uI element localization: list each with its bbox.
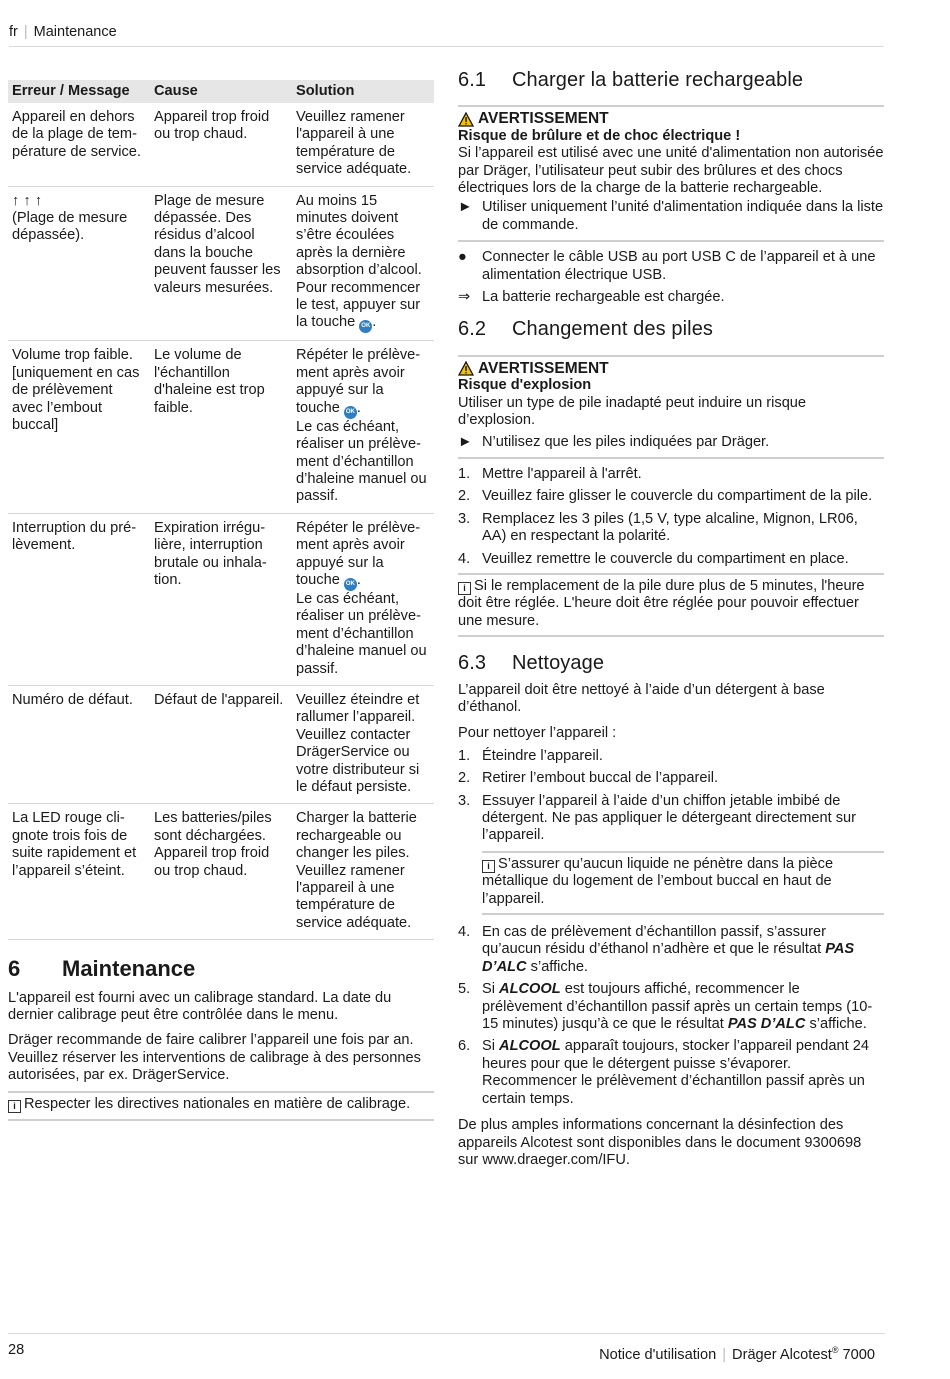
step-number: 6. xyxy=(458,1038,471,1055)
page-number: 28 xyxy=(8,1342,25,1358)
maintenance-paragraph-2: Dräger recommande de faire calibrer l’appareil une fois par an. Veuillez réserver les interventions de calibrage à des personnes autorisées, par ex. DrägerService. xyxy=(8,1032,421,1084)
row-error-text: (Plage de mesure dépassée). xyxy=(12,210,128,244)
step-text: Éteindre l’appareil. xyxy=(482,747,603,764)
footer-separator: | xyxy=(722,1346,727,1363)
solution-text: Répéter le prélèvement après avoir appuyé sur la touche xyxy=(296,519,421,588)
row-error xyxy=(8,186,150,341)
column-header-solution: Solution xyxy=(292,80,434,103)
section-6-3-heading xyxy=(458,652,884,675)
header-section: Maintenance xyxy=(33,24,117,40)
row-cause: Expiration irrégulière, interruption brutale ou inhalation. xyxy=(150,513,292,685)
info-icon: i xyxy=(8,1100,21,1113)
page-footer xyxy=(8,1333,885,1362)
section-title: Maintenance xyxy=(62,956,196,982)
divider xyxy=(482,913,884,915)
solution-end: . xyxy=(356,571,361,588)
row-cause: Appareil trop froid ou trop chaud. xyxy=(150,103,292,186)
warning-instruction xyxy=(458,434,884,451)
warning-risk: Risque de brûlure et de choc électrique ! xyxy=(458,127,741,144)
arrow-icon: ► xyxy=(458,199,473,216)
step-item xyxy=(458,249,884,284)
solution-end: . xyxy=(372,314,377,331)
section-number: 6.1 xyxy=(458,69,487,91)
product-name: Dräger Alcotest xyxy=(732,1346,832,1363)
warning-text: Si l’appareil est utilisé avec une unité d'alimentation non autorisée par Dräger, l’utilisateur peut subir des brûlures et des chocs électriques lors de la charge de la batterie rechargeable. xyxy=(458,145,884,197)
battery-note xyxy=(458,578,884,630)
divider xyxy=(458,105,884,107)
step-item xyxy=(458,770,884,787)
step-number: 4. xyxy=(458,550,471,567)
step-item xyxy=(458,488,884,505)
divider xyxy=(458,457,884,459)
step-number: 5. xyxy=(458,981,471,998)
right-column xyxy=(458,69,884,1169)
step-item xyxy=(458,924,884,976)
doc-title: Notice d'utilisation xyxy=(599,1346,717,1363)
maintenance-note xyxy=(8,1096,434,1113)
divider xyxy=(458,240,884,242)
step-text: Veuillez remettre le couvercle du compartiment en place. xyxy=(482,550,849,567)
column-header-cause: Cause xyxy=(150,80,292,103)
left-column xyxy=(8,80,434,1121)
result-text: La batterie rechargeable est chargée. xyxy=(482,289,725,306)
cleaning-paragraph-1: L’appareil doit être nettoyé à l’aide d’un détergent à base d’éthanol. xyxy=(458,681,825,715)
display-text-alcool: ALCOOL xyxy=(499,1038,561,1055)
column-header-error: Erreur / Message xyxy=(8,80,150,103)
section-number: 6.2 xyxy=(458,318,487,341)
error-table xyxy=(8,80,434,940)
note-text: Si le remplacement de la pile dure plus de 5 minutes, l'heure doit être réglée. L'heure doit être réglée pour pouvoir effectuer une mesure. xyxy=(458,577,865,629)
maintenance-paragraph-1: L'appareil est fourni avec un calibrage standard. La date du dernier calibrage peut être contrôlée dans le menu. xyxy=(8,989,392,1024)
step-number: 3. xyxy=(458,510,471,527)
step-item xyxy=(458,466,884,483)
step-number: 1. xyxy=(458,465,471,482)
step-text: En cas de prélèvement d’échantillon passif, s’assurer qu’aucun résidu d’éthanol n’adhère et que le résultat PAS D’ALC s’affiche. xyxy=(482,924,855,975)
step-text: Connecter le câble USB au port USB C de l’appareil et à une alimentation électrique USB. xyxy=(482,249,876,283)
warning-triangle-icon xyxy=(458,361,474,376)
header-separator: | xyxy=(23,24,28,40)
step-number: 2. xyxy=(458,488,471,505)
warning-instruction xyxy=(458,199,884,234)
result-item xyxy=(458,289,884,306)
note-text: S’assurer qu’aucun liquide ne pénètre dans la pièce métallique du logement de l’embout buccal en haut de l’appareil. xyxy=(482,855,834,907)
row-solution xyxy=(292,186,434,341)
row-solution: Veuillez éteindre et rallumer l’appareil. Veuillez contacter DrägerService ou votre distributeur si le défaut persiste. xyxy=(292,685,434,803)
up-arrows-symbol: ↑ ↑ ↑ xyxy=(12,192,42,209)
display-text-pas-d-alc: PAS D’ALC xyxy=(482,941,855,975)
step-text: Si ALCOOL est toujours affiché, recommencer le prélèvement d’échantillon passif après un certain temps (10-15 minutes) jusqu’à ce que le résultat PAS D’ALC s’affiche. xyxy=(482,981,873,1033)
display-text-pas-d-alc: PAS D’ALC xyxy=(727,1016,806,1033)
solution-text: Répéter le prélèvement après avoir appuyé sur la touche xyxy=(296,347,421,416)
divider xyxy=(458,355,884,357)
error-table-header xyxy=(8,80,434,103)
section-number: 6 xyxy=(8,956,21,982)
step-text: Si ALCOOL apparaît toujours, stocker l’appareil pendant 24 heures pour que le détergent puisse s’évaporer. Recommencer le prélèvement d’échantillon passif après un certain temps. xyxy=(482,1038,869,1107)
result-arrow-icon: ⇒ xyxy=(458,289,471,306)
row-solution xyxy=(292,341,434,513)
step-item xyxy=(458,551,884,568)
warning-heading xyxy=(458,360,884,377)
section-6-2-heading xyxy=(458,318,884,341)
warning-risk: Risque d'explosion xyxy=(458,377,592,394)
table-row xyxy=(8,513,434,685)
row-error: Volume trop faible. [uniquement en cas de prélèvement avec l’embout buccal] xyxy=(8,341,150,513)
registered-mark: ® xyxy=(831,1345,839,1355)
step-number: 4. xyxy=(458,924,471,941)
ok-button-icon: OK xyxy=(344,406,357,419)
section-title: Nettoyage xyxy=(512,652,605,675)
step-item xyxy=(458,511,884,546)
row-error: Appareil en dehors de la plage de température de service. xyxy=(8,103,150,186)
step-item xyxy=(458,748,884,765)
step-text: Remplacez les 3 piles (1,5 V, type alcaline, Mignon, LR06, AA) en respectant la polarité. xyxy=(482,510,858,545)
warning-label: AVERTISSEMENT xyxy=(478,110,609,128)
section-6-1-heading xyxy=(458,69,884,91)
closing-paragraph: De plus amples informations concernant la désinfection des appareils Alcotest sont disponibles dans le document 9300698 sur www.draeger.com/IFU. xyxy=(458,1117,862,1168)
table-row xyxy=(8,685,434,803)
step-text: Veuillez faire glisser le couvercle du compartiment de la pile. xyxy=(482,488,873,505)
table-row xyxy=(8,186,434,341)
step-text: Mettre l'appareil à l'arrêt. xyxy=(482,465,642,482)
footer-title xyxy=(599,1342,875,1364)
section-title: Changement des piles xyxy=(512,318,714,341)
cleaning-note-block xyxy=(482,851,884,915)
solution-text-2: Le cas échéant, réaliser un prélèvement d’échantillon d’haleine manuel ou passif. xyxy=(296,418,427,505)
warning-triangle-icon xyxy=(458,112,474,127)
ok-button-icon: OK xyxy=(344,578,357,591)
divider xyxy=(458,635,884,637)
header-lang: fr xyxy=(9,24,18,40)
step-item xyxy=(458,1038,884,1108)
display-text-alcool: ALCOOL xyxy=(499,981,561,998)
product-model: 7000 xyxy=(842,1346,875,1363)
step-item xyxy=(458,793,884,845)
row-solution xyxy=(292,513,434,685)
step-number: 1. xyxy=(458,747,471,764)
section-6-heading xyxy=(8,956,434,982)
step-number: 2. xyxy=(458,770,471,787)
row-solution: Veuillez ramener l'appareil à une température de service adéquate. xyxy=(292,103,434,186)
bullet-icon: ● xyxy=(458,249,467,266)
info-icon: i xyxy=(482,860,495,873)
row-cause: Le volume de l'échantillon d'haleine est trop faible. xyxy=(150,341,292,513)
ok-button-icon: OK xyxy=(359,320,372,333)
cleaning-paragraph-2: Pour nettoyer l’appareil : xyxy=(458,725,617,742)
step-text: Essuyer l’appareil à l’aide d’un chiffon jetable imbibé de détergent. Ne pas appliquer le détergeant directement sur l’appareil. xyxy=(482,792,856,844)
step-number: 3. xyxy=(458,792,471,809)
step-item xyxy=(458,981,884,1033)
solution-text-2: Le cas échéant, réaliser un prélèvement d’échantillon d’haleine manuel ou passif. xyxy=(296,590,427,677)
table-row xyxy=(8,804,434,940)
table-row xyxy=(8,341,434,513)
info-icon: i xyxy=(458,582,471,595)
divider xyxy=(482,851,884,853)
warning-text: Utiliser un type de pile inadapté peut induire un risque d’explosion. xyxy=(458,394,807,429)
row-solution: Charger la batterie rechargeable ou changer les piles. Veuillez ramener l'appareil à une température de service adéquate. xyxy=(292,804,434,940)
table-row xyxy=(8,103,434,186)
divider xyxy=(8,1091,434,1093)
solution-end: . xyxy=(356,399,361,416)
row-cause: Les batteries/piles sont déchargées. Appareil trop froid ou trop chaud. xyxy=(150,804,292,940)
divider xyxy=(8,1119,434,1121)
step-text: Retirer l’embout buccal de l’appareil. xyxy=(482,770,719,787)
row-cause: Défaut de l'appareil. xyxy=(150,685,292,803)
row-cause: Plage de mesure dépassée. Des résidus d’alcool dans la bouche peuvent fausser les valeurs mesurées. xyxy=(150,186,292,341)
cleaning-note xyxy=(482,856,884,908)
row-error: La LED rouge clignote trois fois de suite rapidement et l’appareil s’éteint. xyxy=(8,804,150,940)
section-number: 6.3 xyxy=(458,652,487,675)
section-title: Charger la batterie rechargeable xyxy=(512,69,804,91)
row-error: Numéro de défaut. xyxy=(8,685,150,803)
instruction-text: Utiliser uniquement l’unité d'alimentation indiquée dans la liste de commande. xyxy=(482,199,884,233)
warning-heading xyxy=(458,110,884,127)
solution-text: Au moins 15 minutes doivent s’être écoulées après la dernière absorption d’alcool. Pour recommencer le test, appuyer sur la touche xyxy=(296,192,422,331)
note-text: Respecter les directives nationales en matière de calibrage. xyxy=(24,1095,411,1112)
arrow-icon: ► xyxy=(458,433,473,450)
warning-label: AVERTISSEMENT xyxy=(478,359,609,377)
divider xyxy=(458,573,884,575)
row-error: Interruption du prélèvement. xyxy=(8,513,150,685)
page-header xyxy=(9,24,884,47)
instruction-text: N’utilisez que les piles indiquées par Dräger. xyxy=(482,433,770,450)
